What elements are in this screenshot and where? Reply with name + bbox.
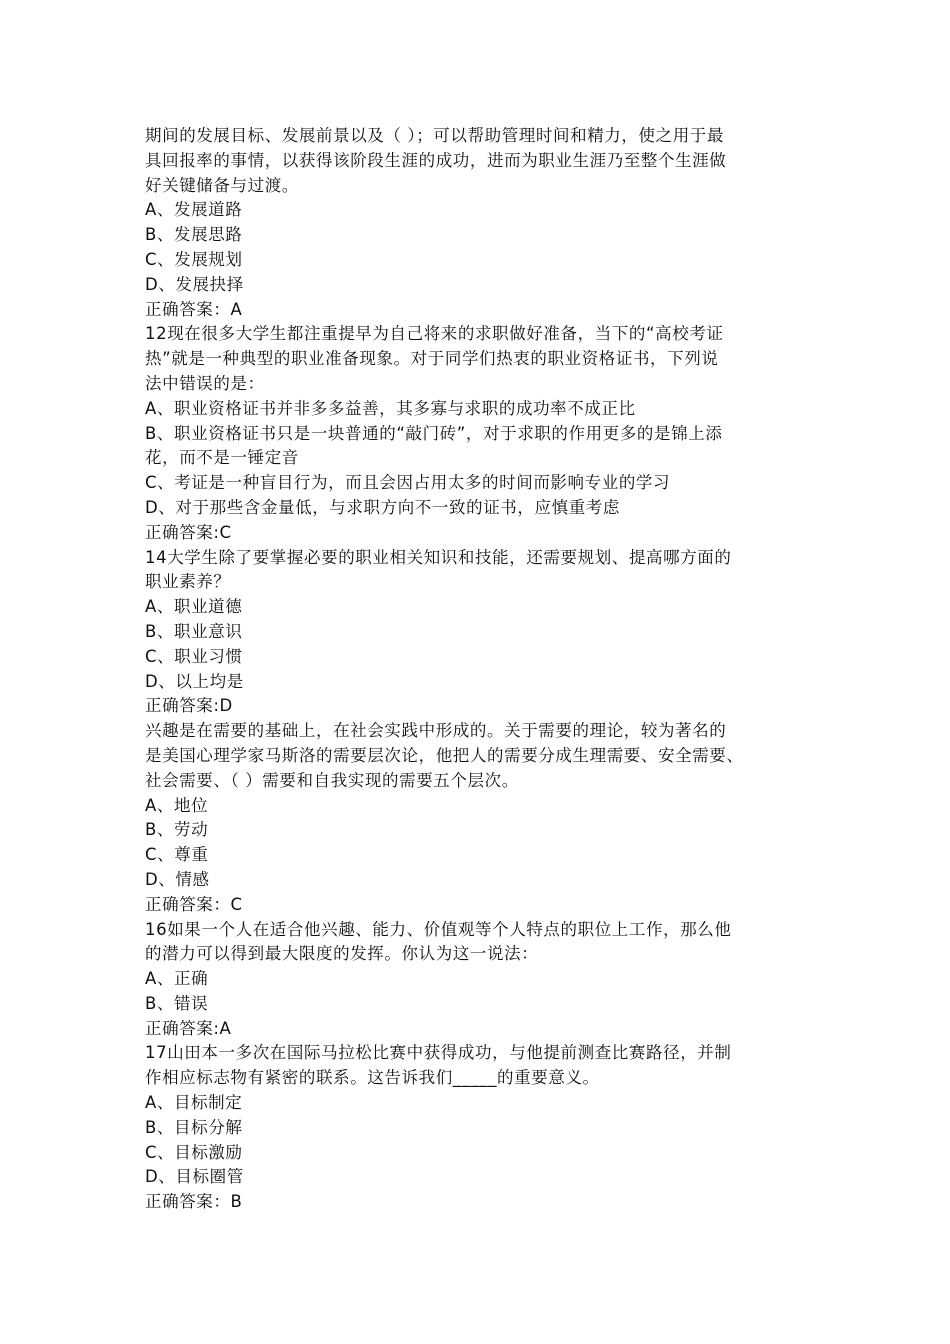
option-b: B、职业资格证书只是一块普通的“敲门砖”，对于求职的作用更多的是锦上添 (145, 423, 723, 443)
answer-line: 正确答案：A (145, 299, 243, 319)
answer-line: 正确答案：B (145, 1192, 243, 1212)
question-16: 16如果一个人在适合他兴趣、能力、价值观等个人特点的职位上工作，那么他 (145, 919, 732, 939)
option-b: B、职业意识 (145, 621, 243, 641)
answer-line: 正确答案:C (145, 522, 232, 542)
option-b: B、错误 (145, 993, 209, 1013)
answer-line: 正确答案：C (145, 894, 243, 914)
question-17: 17山田本一多次在国际马拉松比赛中获得成功，与他提前测查比赛路径，并制 (145, 1043, 732, 1063)
option-b: B、目标分解 (145, 1117, 243, 1137)
option-c: C、职业习惯 (145, 646, 243, 666)
text-line: 具回报率的事情，以获得该阶段生涯的成功，进而为职业生涯乃至整个生涯做 (145, 150, 727, 170)
option-c: C、考证是一种盲目行为，而且会因占用太多的时间而影响专业的学习 (145, 473, 671, 493)
option-d: D、目标圈管 (145, 1167, 244, 1187)
document-page (145, 124, 825, 1215)
text-line: 好关键储备与过渡。 (145, 175, 299, 195)
text-line: 的潜力可以得到最大限度的发挥。你认为这一说法： (145, 944, 539, 964)
option-d: D、对于那些含金量低，与求职方向不一致的证书，应慎重考虑 (145, 497, 621, 517)
text-line: 花，而不是一锤定音 (145, 448, 299, 468)
text-line: 期间的发展目标、发展前景以及（ ）；可以帮助管理时间和精力，使之用于最 (145, 126, 724, 145)
option-a: A、正确 (145, 969, 209, 989)
text-line: 热”就是一种典型的职业准备现象。对于同学们热衷的职业资格证书，下列说 (145, 349, 719, 369)
text-line: 职业素养？ (145, 572, 231, 592)
text-line: 法中错误的是： (145, 373, 265, 393)
text-line: 是美国心理学家马斯洛的需要层次论，他把人的需要分成生理需要、安全需要、 (145, 745, 744, 765)
option-d: D、以上均是 (145, 671, 244, 691)
question-14: 14大学生除了要掌握必要的职业相关知识和技能，还需要规划、提高哪方面的 (145, 547, 732, 567)
option-a: A、职业道德 (145, 597, 243, 617)
option-b: B、劳动 (145, 820, 209, 840)
question-12: 12现在很多大学生都注重提早为自己将来的求职做好准备，当下的“高校考证 (145, 324, 724, 344)
option-a: A、目标制定 (145, 1093, 243, 1113)
option-a: A、地位 (145, 795, 209, 815)
option-c: C、目标激励 (145, 1142, 243, 1162)
option-a: A、职业资格证书并非多多益善，其多寡与求职的成功率不成正比 (145, 398, 636, 418)
option-b: B、发展思路 (145, 225, 243, 245)
text-line: 社会需要、（ ）需要和自我实现的需要五个层次。 (145, 770, 519, 790)
answer-line: 正确答案:A (145, 1018, 232, 1038)
text-line: 作相应标志物有紧密的联系。这告诉我们_____的重要意义。 (145, 1068, 600, 1088)
option-d: D、发展抉择 (145, 274, 244, 294)
option-d: D、情感 (145, 869, 210, 889)
question-maslow: 兴趣是在需要的基础上，在社会实践中形成的。关于需要的理论，较为著名的 (145, 721, 727, 741)
option-a: A、发展道路 (145, 200, 243, 220)
option-c: C、发展规划 (145, 249, 243, 269)
answer-line: 正确答案:D (145, 696, 233, 716)
option-c: C、尊重 (145, 845, 209, 865)
